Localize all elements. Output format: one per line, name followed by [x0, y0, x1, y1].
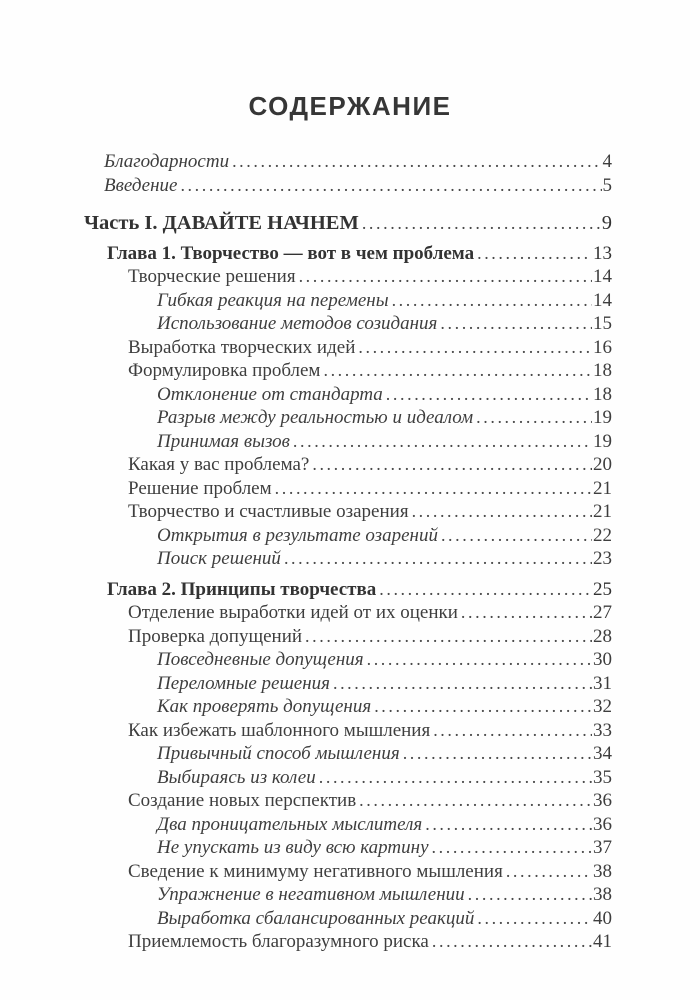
toc-entry [0, 860, 612, 884]
dot-leader [323, 359, 592, 383]
toc-entry-label: Гибкая реакция на перемены [157, 289, 389, 311]
toc-entry-page: 33 [593, 719, 612, 741]
dot-leader [359, 789, 592, 813]
toc-entry-label: Использование методов созидания [157, 313, 438, 334]
dot-leader [432, 836, 592, 860]
toc-entry-page: 32 [593, 696, 612, 717]
toc-entry-label: Благодарности [104, 151, 230, 172]
toc-entry [0, 312, 612, 336]
toc-entry-page: 15 [593, 313, 612, 334]
dot-leader [476, 406, 592, 430]
toc-entry-label: Упражнение в негативном мышлении [157, 884, 465, 905]
toc-entry-label: Разрыв между реальностью и идеалом [157, 407, 474, 428]
toc-entry [0, 477, 612, 501]
dot-leader [392, 289, 592, 313]
toc-entry [0, 719, 612, 743]
toc-entry-page: 21 [593, 477, 612, 499]
dot-leader [477, 907, 592, 931]
toc-entry-label: Сведение к минимуму негативного мышления [128, 860, 503, 882]
toc-entry-page: 35 [593, 766, 612, 788]
toc-entry-label: Часть I. ДАВАЙТЕ НАЧНЕМ [84, 212, 359, 234]
toc-entry-page: 18 [593, 383, 612, 405]
toc-entry-page: 4 [602, 151, 612, 172]
toc-entry-label: Открытия в результате озарений [157, 524, 438, 546]
toc-entry [0, 695, 612, 719]
toc-entry-label: Введение [104, 174, 178, 196]
toc-entry-page: 19 [593, 430, 612, 452]
toc-entry-label: Создание новых перспектив [128, 790, 357, 811]
toc-entry-label: Не упускать из виду всю картину [157, 837, 429, 858]
toc-entry-page: 30 [593, 649, 612, 670]
toc-entry-label: Привычный способ мышления [157, 743, 400, 764]
toc-entry-page: 19 [593, 407, 612, 428]
toc-entry-label: Глава 1. Творчество — вот в чем проблема [107, 242, 475, 264]
toc-entry [0, 524, 612, 548]
toc-entry-page: 34 [593, 743, 612, 764]
dot-leader [362, 212, 601, 235]
toc-entry [0, 453, 612, 477]
dot-leader [461, 601, 592, 625]
toc-entry-page: 14 [593, 289, 612, 311]
dot-leader [232, 150, 601, 174]
toc-entry-page: 22 [593, 524, 612, 546]
toc-entry-label: Формулировка проблем [128, 360, 321, 381]
toc-entry-page: 38 [593, 860, 612, 882]
dot-leader [284, 547, 592, 571]
toc-entry-page: 25 [593, 578, 612, 600]
dot-leader [386, 383, 592, 407]
toc-entry [0, 766, 612, 790]
toc-entry [0, 789, 612, 813]
dot-leader [333, 672, 592, 696]
toc-entry-label: Как избежать шаблонного мышления [128, 719, 431, 741]
toc-entry [0, 742, 612, 766]
toc-entry-page: 20 [593, 454, 612, 475]
toc-entry-label: Два проницательных мыслителя [157, 813, 423, 835]
toc-entry-page: 40 [593, 907, 612, 929]
toc-entry [0, 883, 612, 907]
toc-entry-label: Принимая вызов [157, 430, 290, 452]
toc-entry [0, 672, 612, 696]
toc-entry-page: 27 [593, 602, 612, 623]
toc-entry-page: 16 [593, 336, 612, 358]
toc-entry-label: Какая у вас проблема? [128, 454, 310, 475]
toc-entry [0, 174, 612, 198]
dot-leader [293, 430, 592, 454]
toc-entry-page: 18 [593, 360, 612, 381]
toc-entry-label: Выбираясь из колеи [157, 766, 316, 788]
toc-entry-label: Переломные решения [157, 672, 330, 694]
dot-leader [367, 648, 592, 672]
toc-entry-page: 36 [593, 790, 612, 811]
toc-entry [0, 578, 612, 602]
toc-entry-label: Творческие решения [128, 266, 296, 287]
toc-entry-label: Выработка сбалансированных реакций [157, 907, 475, 929]
dot-leader [412, 500, 592, 524]
dot-leader [379, 578, 592, 602]
dot-leader [299, 265, 592, 289]
toc-entry-label: Решение проблем [128, 477, 272, 499]
toc-entry [0, 265, 612, 289]
dot-leader [305, 625, 592, 649]
dot-leader [477, 242, 592, 266]
toc-entry [0, 601, 612, 625]
toc-entry [0, 336, 612, 360]
toc-entry-page: 37 [593, 837, 612, 858]
toc-entry [0, 212, 612, 235]
toc-entry-label: Выработка творческих идей [128, 336, 356, 358]
toc-entry-page: 14 [593, 266, 612, 287]
toc-entry-page: 31 [593, 672, 612, 694]
toc-entry [0, 813, 612, 837]
toc-entry-page: 36 [593, 813, 612, 835]
page-title: СОДЕРЖАНИЕ [248, 91, 452, 121]
toc-entry-page: 21 [593, 501, 612, 522]
toc-entry-page: 5 [602, 174, 612, 196]
toc-entry-page: 41 [593, 931, 612, 952]
toc-entry [0, 930, 612, 954]
toc-entry-label: Как проверять допущения [157, 696, 372, 717]
toc-entry [0, 383, 612, 407]
toc-entry-label: Отделение выработки идей от их оценки [128, 602, 458, 623]
toc-entry-label: Поиск решений [157, 548, 281, 569]
dot-leader [374, 695, 592, 719]
toc-entry [0, 242, 612, 266]
toc-entry [0, 836, 612, 860]
toc-entry-page: 9 [601, 212, 612, 234]
toc-entry-page: 38 [593, 884, 612, 905]
toc-entry [0, 500, 612, 524]
dot-leader [468, 883, 592, 907]
toc-entry-label: Проверка допущений [128, 625, 303, 647]
dot-leader [180, 174, 601, 198]
toc-entry-page: 28 [593, 625, 612, 647]
toc-entry-page: 23 [593, 548, 612, 569]
toc-entry [0, 547, 612, 571]
dot-leader [441, 524, 592, 548]
dot-leader [275, 477, 592, 501]
dot-leader [319, 766, 592, 790]
toc-entry-label: Повседневные допущения [157, 649, 364, 670]
dot-leader [425, 813, 592, 837]
toc-entry [0, 359, 612, 383]
dot-leader [312, 453, 592, 477]
toc-entry-label: Глава 2. Принципы творчества [107, 578, 377, 600]
dot-leader [506, 860, 592, 884]
toc-entry [0, 625, 612, 649]
dot-leader [403, 742, 592, 766]
toc-entry [0, 150, 612, 174]
toc-entry-label: Отклонение от стандарта [157, 383, 383, 405]
table-of-contents [0, 150, 612, 954]
toc-entry [0, 289, 612, 313]
dot-leader [358, 336, 592, 360]
toc-entry [0, 406, 612, 430]
toc-entry-label: Приемлемость благоразумного риска [128, 931, 429, 952]
dot-leader [440, 312, 592, 336]
toc-entry-label: Творчество и счастливые озарения [128, 501, 409, 522]
dot-leader [432, 930, 592, 954]
toc-entry [0, 648, 612, 672]
toc-entry-page: 13 [593, 242, 612, 264]
toc-entry [0, 907, 612, 931]
dot-leader [433, 719, 592, 743]
toc-entry [0, 430, 612, 454]
